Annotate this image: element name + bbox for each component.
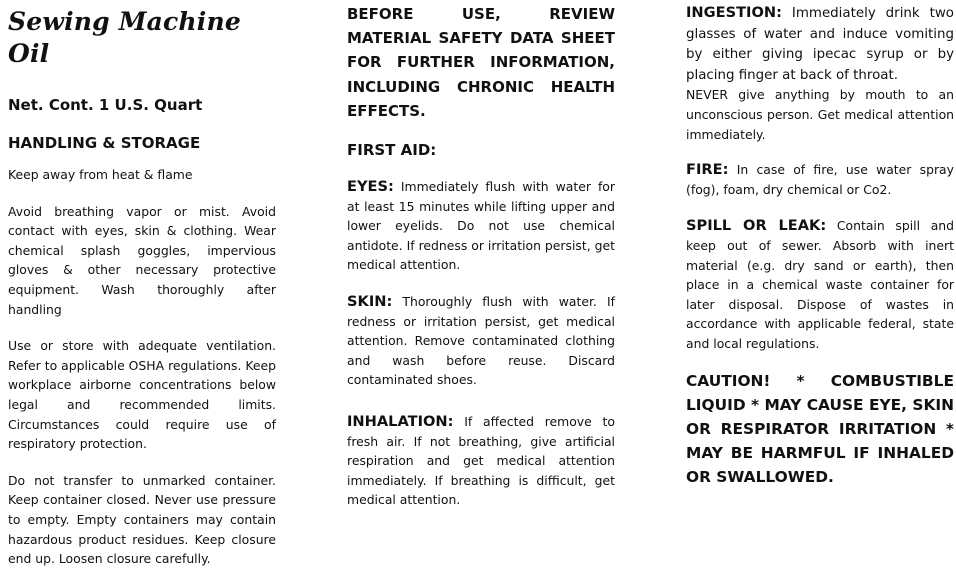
- eyes-section: [347, 177, 615, 275]
- skin-label: SKIN:: [347, 292, 393, 310]
- spill-label: SPILL OR LEAK:: [686, 217, 827, 235]
- middle-column: [347, 0, 615, 510]
- heat-flame-warning: Keep away from heat & flame: [8, 167, 193, 182]
- right-column: [686, 0, 954, 490]
- container-paragraph: Do not transfer to unmarked container. Keep container closed. Never use pressure to empty. Empty containers may contain hazardous product residues. Keep closure end up. Loosen closure carefully.: [8, 472, 276, 567]
- eyes-label: EYES:: [347, 178, 394, 196]
- eyes-text: Immediately flush with water for at least 15 minutes while lifting upper and lower eyelids. Do not use chemical antidote. If redness or irritation persist, get medical attention.: [347, 179, 615, 273]
- skin-section: [347, 292, 615, 390]
- handling-paragraph: Avoid breathing vapor or mist. Avoid contact with eyes, skin & clothing. Wear chemical splash goggles, impervious gloves & other necessary protective equipment. Wash thoroughly after handling: [8, 203, 276, 317]
- caution-warning: CAUTION! * COMBUSTIBLE LIQUID * MAY CAUSE EYE, SKIN OR RESPIRATOR IRRITATION * MAY BE HARMFUL IF INHALED OR SWALLOWED.: [686, 371, 954, 487]
- net-content: Net. Cont. 1 U.S. Quart: [8, 96, 203, 114]
- ingestion-text: Immediately drink two glasses of water and induce vomiting by either giving ipecac syrup or by placing finger at back of throat.: [686, 6, 954, 83]
- spill-section: [686, 216, 954, 353]
- ingestion-section: [686, 3, 954, 85]
- first-aid-heading: FIRST AID:: [347, 141, 437, 160]
- handling-storage-heading: HANDLING & STORAGE: [8, 134, 201, 152]
- skin-text: Thoroughly flush with water. If redness or irritation persist, get medical attention. Remove contaminated clothing and wash before reuse. Discard contaminated shoes.: [347, 293, 615, 388]
- inhalation-label: INHALATION:: [347, 412, 454, 430]
- ingestion-label: INGESTION:: [686, 4, 782, 21]
- ventilation-paragraph: Use or store with adequate ventilation. Refer to applicable OSHA regulations. Keep workplace airborne concentrations below legal and recommended limits. Circumstances could require use of respiratory protection.: [8, 338, 276, 452]
- product-name: Sewing Machine Oil: [8, 7, 241, 68]
- fire-label: FIRE:: [686, 161, 729, 179]
- inhalation-text: If affected remove to fresh air. If not breathing, give artificial respiration and get medical attention immediately. If breathing is difficult, get medical attention.: [347, 413, 615, 508]
- fire-section: [686, 160, 954, 199]
- fire-text: In case of fire, use water spray (fog), foam, dry chemical or Co2.: [686, 162, 954, 197]
- left-column: [8, 0, 276, 569]
- msds-notice: BEFORE USE, REVIEW MATERIAL SAFETY DATA SHEET FOR FURTHER INFORMATION, INCLUDING CHRONIC HEALTH EFFECTS.: [347, 5, 615, 120]
- spill-text: Contain spill and keep out of sewer. Absorb with inert material (e.g. dry sand or earth), then place in a chemical waste container for later disposal. Dispose of wastes in accordance with applicable federal, state and local regulations.: [686, 218, 955, 351]
- inhalation-section: [347, 412, 615, 510]
- ingestion-warning: NEVER give anything by mouth to an unconscious person. Get medical attention immediately.: [686, 87, 954, 142]
